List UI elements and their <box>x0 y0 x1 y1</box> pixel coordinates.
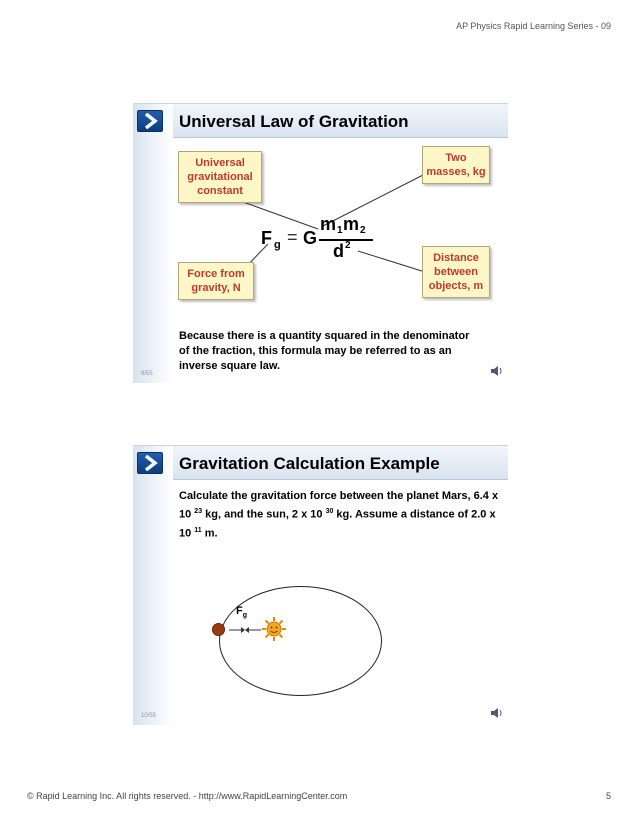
formula-mass2-subscript: 2 <box>360 225 366 236</box>
gravitation-formula <box>261 214 391 264</box>
formula-mass1-subscript: 1 <box>337 225 343 236</box>
slide-title-bar <box>173 446 508 480</box>
slide-calculation-example <box>133 445 508 725</box>
slide-title: Universal Law of Gravitation <box>179 112 409 131</box>
callout-two-masses: Two masses, kg <box>422 146 490 184</box>
problem-statement: Calculate the gravitation force between the planet Mars, 6.4 x 10 $^{23}$ kg, and the sun, 2 x 10 $^{30}$ kg. Assume a distance of 2.0 x 10 $^{11}$ m. <box>179 490 499 540</box>
formula-force: F <box>261 228 272 248</box>
speaker-icon[interactable] <box>490 365 504 377</box>
orbit-ellipse <box>219 586 382 696</box>
callout-distance: Distance between objects, m <box>422 246 490 298</box>
slide-title: Gravitation Calculation Example <box>179 454 440 473</box>
slide-counter: 9/55 <box>141 371 153 377</box>
chevron-right-icon <box>137 452 163 474</box>
page-header: AP Physics Rapid Learning Series - 09 <box>456 21 611 31</box>
callout-force: Force from gravity, N <box>178 262 254 300</box>
formula-equals: = <box>287 227 298 247</box>
slide-sidebar <box>133 446 173 725</box>
slide-universal-law <box>133 103 508 383</box>
formula-distance-exponent: 2 <box>345 240 351 251</box>
formula-mass2: m <box>343 214 360 234</box>
force-label: $F_g$ <box>236 605 248 620</box>
inverse-square-note: Because there is a quantity squared in the denominator of the fraction, this formula may be referred to as an inverse square law. <box>179 330 470 372</box>
formula-constant: G <box>303 228 318 248</box>
slide-counter: 10/55 <box>141 713 157 719</box>
formula-distance: d <box>333 241 344 261</box>
mars-planet-icon <box>212 623 225 636</box>
formula-force-subscript: g <box>274 239 281 251</box>
sun-icon <box>261 616 287 642</box>
formula-mass1: m <box>320 214 337 234</box>
page-footer: © Rapid Learning Inc. All rights reserved. - http://www.RapidLearningCenter.com <box>27 791 348 801</box>
speaker-icon[interactable] <box>490 707 504 719</box>
force-arrows-icon <box>227 624 263 636</box>
page-number: 5 <box>605 791 611 801</box>
callout-gravitational-constant: Universal gravitational constant <box>178 151 262 203</box>
